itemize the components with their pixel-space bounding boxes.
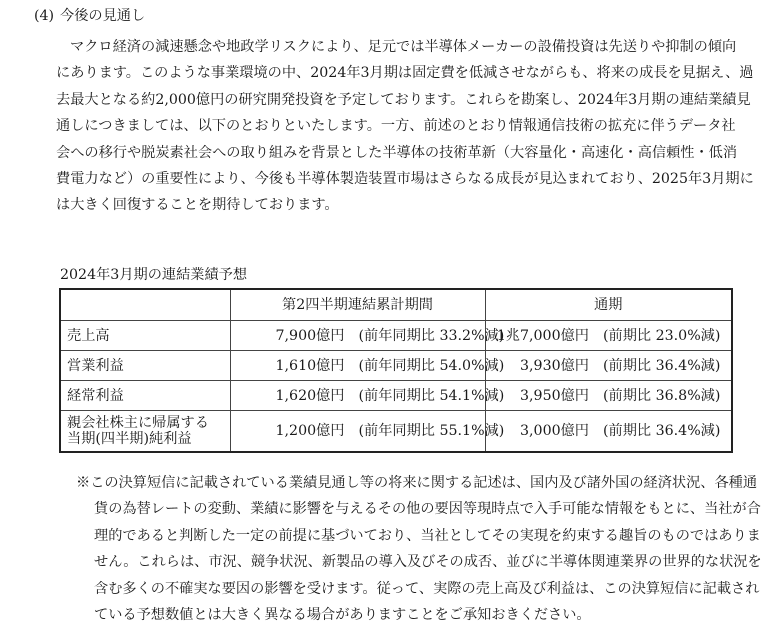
half-amount: 1,620億円 <box>275 387 345 404</box>
half-year-cell <box>230 381 505 411</box>
table-row <box>60 411 732 453</box>
row-label <box>60 411 230 453</box>
outlook-paragraph <box>56 34 754 219</box>
full-comparison: (前期比 36.4%減) <box>603 423 721 439</box>
header-blank <box>60 289 230 321</box>
note-line: ている予想数値とは大きく異なる場合がありますことをご承知おきください。 <box>94 606 591 623</box>
section-heading <box>34 6 145 26</box>
half-amount: 1,200億円 <box>275 423 345 439</box>
forecast-table <box>59 288 733 453</box>
section-title: 今後の見通し <box>60 8 146 24</box>
full-year-cell <box>485 351 732 381</box>
note-line: 理的であると判断した一定の前提に基づいており、当社としてその実現を約束する趣旨のものではありま <box>94 527 761 544</box>
row-label-line: 親会社株主に帰属する <box>67 415 209 431</box>
disclaimer-note <box>76 470 762 628</box>
paragraph-line: は大きく回復することを期待しております。 <box>56 197 339 214</box>
half-year-cell <box>230 411 505 453</box>
half-comparison: (前年同期比 54.1%減) <box>358 387 505 404</box>
paragraph-line: マクロ経済の減速懸念や地政学リスクにより、足元では半導体メーカーの設備投資は先送りや抑制の傾向 <box>70 39 737 55</box>
half-comparison: (前年同期比 55.1%減) <box>358 423 505 439</box>
table-row <box>60 381 732 411</box>
full-amount: 3,950億円 <box>520 387 589 404</box>
full-comparison: (前期比 36.8%減) <box>603 387 721 404</box>
paragraph-line: 去最大となる約2,000億円の研究開発投資を予定しております。これらを勘案し、2024年3月期の連結業績見 <box>56 91 751 108</box>
table-title: 2024年3月期の連結業績予想 <box>60 267 248 283</box>
header-full-year: 通期 <box>485 289 732 321</box>
full-amount: 3,000億円 <box>520 423 589 439</box>
half-year-cell <box>230 321 505 351</box>
half-comparison: (前年同期比 54.0%減) <box>358 357 505 374</box>
full-year-cell <box>485 411 732 453</box>
row-label: 経常利益 <box>60 381 230 411</box>
header-half-year: 第2四半期連結累計期間 <box>230 289 485 321</box>
row-label-line: 当期(四半期)純利益 <box>67 431 192 447</box>
note-line: せん。これらは、市況、競争状況、新製品の導入及びその成否、並びに半導体関連業界の世界的な状況を <box>94 554 762 571</box>
half-comparison: (前年同期比 33.2%減) <box>358 327 505 344</box>
row-label: 営業利益 <box>60 351 230 381</box>
full-year-cell <box>485 321 732 351</box>
half-year-cell <box>230 351 505 381</box>
section-number: (4) <box>34 8 55 24</box>
note-line: 含む多くの不確実な要因の影響を受けます。従って、実際の売上高及び利益は、この決算短信に記載され <box>94 580 760 597</box>
paragraph-line: 費電力など）の重要性により、今後も半導体製造装置市場はさらなる成長が見込まれており、2025年3月期に <box>56 170 754 187</box>
full-comparison: (前期比 23.0%減) <box>603 327 721 344</box>
row-label: 売上高 <box>60 321 230 351</box>
full-amount: 1兆7,000億円 <box>496 327 589 344</box>
full-comparison: (前期比 36.4%減) <box>603 357 721 374</box>
full-year-cell <box>485 381 732 411</box>
half-amount: 1,610億円 <box>275 357 345 374</box>
paragraph-line: 通しにつきましては、以下のとおりといたします。一方、前述のとおり情報通信技術の拡充に伴うデータ社 <box>56 118 736 135</box>
paragraph-line: にあります。このような事業環境の中、2024年3月期は固定費を低減させながらも、将来の成長を見据え、過 <box>56 65 754 82</box>
table-row <box>60 321 732 351</box>
note-line: ※この決算短信に記載されている業績見通し等の将来に関する記述は、国内及び諸外国の経済状況、各種通 <box>76 475 758 491</box>
full-amount: 3,930億円 <box>520 357 589 374</box>
half-amount: 7,900億円 <box>275 327 345 344</box>
paragraph-line: 会への移行や脱炭素社会への取り組みを背景とした半導体の技術革新（大容量化・高速化・高信頼性・低消 <box>56 144 738 161</box>
table-row <box>60 351 732 381</box>
note-line: 貨の為替レートの変動、業績に影響を与えるその他の要因等現時点で入手可能な情報をもとに、当社が合 <box>94 501 761 518</box>
table-header-row <box>60 289 732 321</box>
